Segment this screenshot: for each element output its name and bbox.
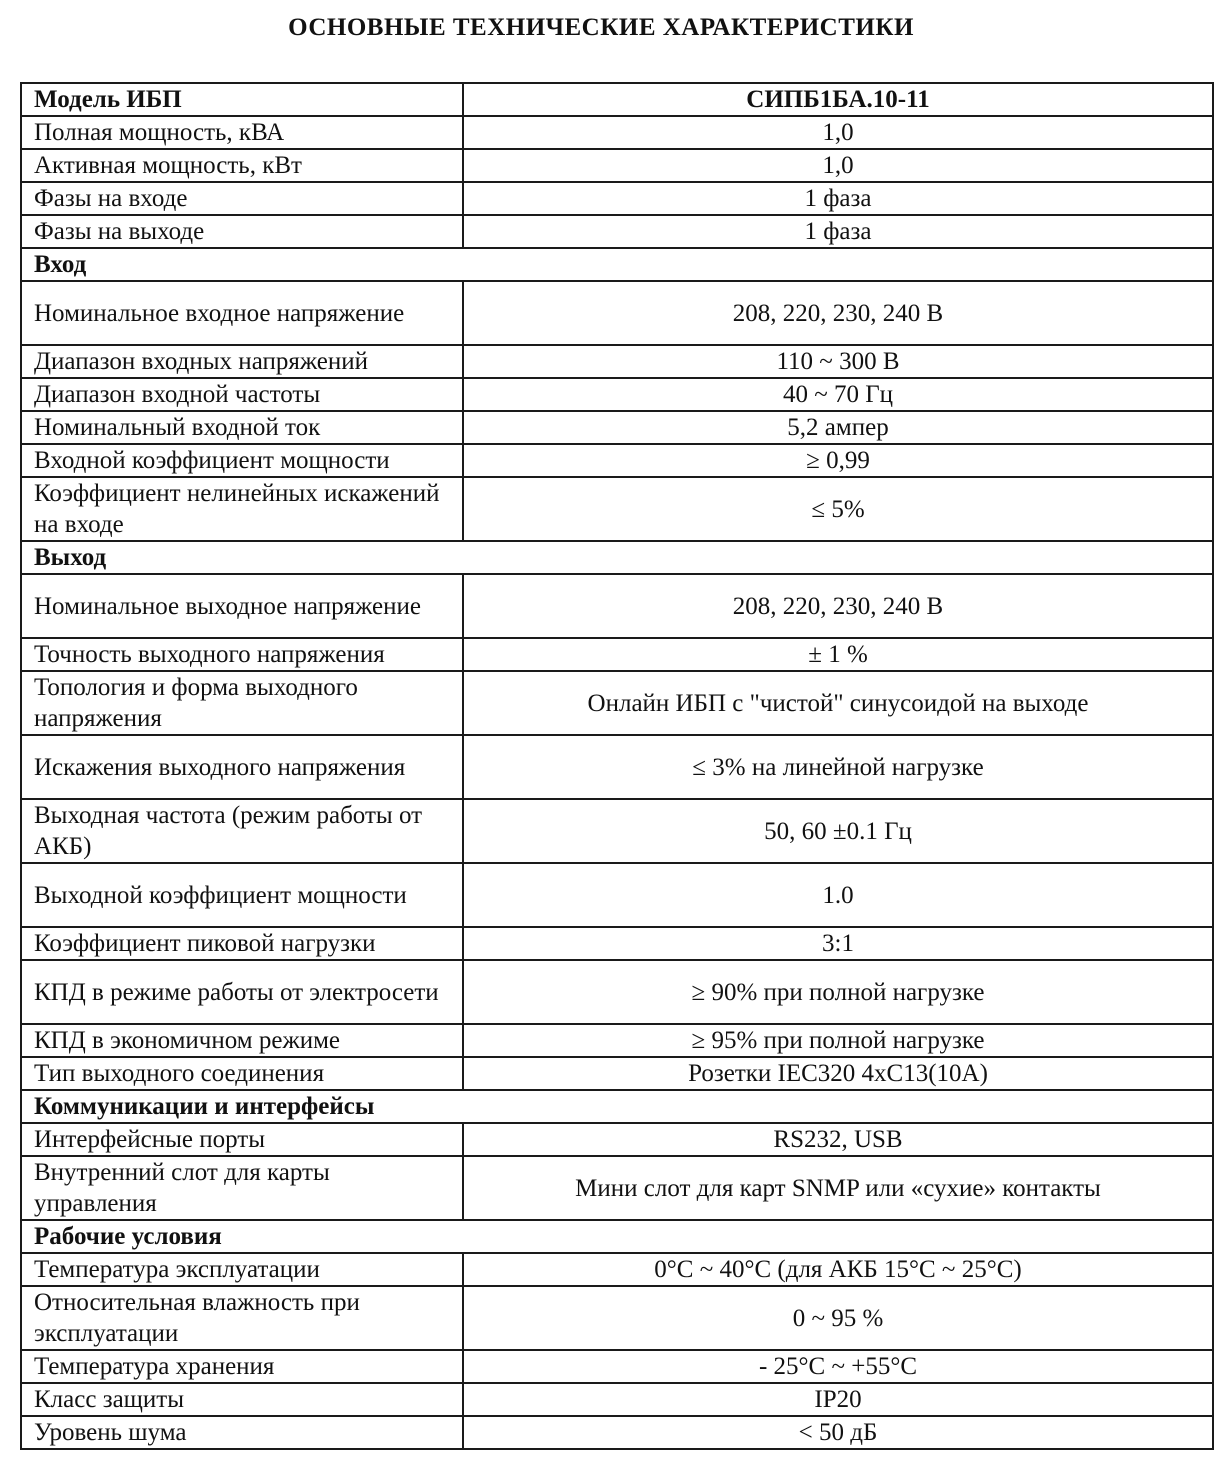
table-row	[21, 182, 1213, 215]
row-label: Интерфейсные порты	[21, 1123, 463, 1156]
row-value: 1 фаза	[463, 182, 1213, 215]
row-label: Номинальное входное напряжение	[21, 281, 463, 345]
row-label: Входной коэффициент мощности	[21, 444, 463, 477]
row-label: Температура эксплуатации	[21, 1253, 463, 1286]
row-label: КПД в экономичном режиме	[21, 1024, 463, 1057]
table-row	[21, 1383, 1213, 1416]
section-header-row	[21, 541, 1213, 574]
header-label-cell: Модель ИБП	[21, 83, 463, 116]
row-value: ≤ 5%	[463, 477, 1213, 541]
section-header-row	[21, 1090, 1213, 1123]
section-title: Коммуникации и интерфейсы	[21, 1090, 1213, 1123]
table-row	[21, 960, 1213, 1024]
row-label: Искажения выходного напряжения	[21, 735, 463, 799]
table-row	[21, 799, 1213, 863]
row-value: 1,0	[463, 149, 1213, 182]
row-value: 110 ~ 300 В	[463, 345, 1213, 378]
row-value: 3:1	[463, 927, 1213, 960]
table-row	[21, 574, 1213, 638]
row-value: 40 ~ 70 Гц	[463, 378, 1213, 411]
row-value: 1,0	[463, 116, 1213, 149]
row-value: 208, 220, 230, 240 В	[463, 281, 1213, 345]
table-row	[21, 411, 1213, 444]
section-title: Выход	[21, 541, 1213, 574]
table-row	[21, 735, 1213, 799]
table-row	[21, 281, 1213, 345]
row-value: Мини слот для карт SNMP или «сухие» контакты	[463, 1156, 1213, 1220]
row-label: Температура хранения	[21, 1350, 463, 1383]
row-label: КПД в режиме работы от электросети	[21, 960, 463, 1024]
row-label: Диапазон входных напряжений	[21, 345, 463, 378]
table-row	[21, 477, 1213, 541]
row-value: - 25°C ~ +55°C	[463, 1350, 1213, 1383]
row-label: Полная мощность, кВА	[21, 116, 463, 149]
row-label: Класс защиты	[21, 1383, 463, 1416]
table-row	[21, 863, 1213, 927]
spec-table-body	[21, 83, 1213, 1449]
row-value: 50, 60 ±0.1 Гц	[463, 799, 1213, 863]
table-row	[21, 671, 1213, 735]
row-label: Активная мощность, кВт	[21, 149, 463, 182]
section-title: Вход	[21, 248, 1213, 281]
row-value: 0°C ~ 40°C (для АКБ 15°C ~ 25°C)	[463, 1253, 1213, 1286]
table-row	[21, 638, 1213, 671]
row-value: < 50 дБ	[463, 1416, 1213, 1449]
table-row	[21, 378, 1213, 411]
row-value: ± 1 %	[463, 638, 1213, 671]
table-row	[21, 1416, 1213, 1449]
row-value: Онлайн ИБП с "чистой" синусоидой на выходе	[463, 671, 1213, 735]
table-row	[21, 444, 1213, 477]
row-label: Топология и форма выходного напряжения	[21, 671, 463, 735]
row-label: Фазы на входе	[21, 182, 463, 215]
row-label: Уровень шума	[21, 1416, 463, 1449]
table-row	[21, 345, 1213, 378]
row-label: Номинальное выходное напряжение	[21, 574, 463, 638]
row-value: RS232, USB	[463, 1123, 1213, 1156]
row-value: 5,2 ампер	[463, 411, 1213, 444]
row-value: Розетки IEC320 4xC13(10A)	[463, 1057, 1213, 1090]
row-label: Номинальный входной ток	[21, 411, 463, 444]
row-label: Точность выходного напряжения	[21, 638, 463, 671]
row-value: ≥ 95% при полной нагрузке	[463, 1024, 1213, 1057]
row-value: 208, 220, 230, 240 В	[463, 574, 1213, 638]
table-row	[21, 116, 1213, 149]
row-label: Коэффициент пиковой нагрузки	[21, 927, 463, 960]
table-row	[21, 1156, 1213, 1220]
row-label: Относительная влажность при эксплуатации	[21, 1286, 463, 1350]
row-label: Выходной коэффициент мощности	[21, 863, 463, 927]
table-row	[21, 1024, 1213, 1057]
table-row	[21, 1123, 1213, 1156]
row-value: 1 фаза	[463, 215, 1213, 248]
row-value: ≥ 90% при полной нагрузке	[463, 960, 1213, 1024]
section-header-row	[21, 1220, 1213, 1253]
table-row	[21, 149, 1213, 182]
table-row	[21, 927, 1213, 960]
row-label: Фазы на выходе	[21, 215, 463, 248]
row-label: Тип выходного соединения	[21, 1057, 463, 1090]
table-row	[21, 215, 1213, 248]
table-header-row	[21, 83, 1213, 116]
row-value: ≤ 3% на линейной нагрузке	[463, 735, 1213, 799]
row-value: 0 ~ 95 %	[463, 1286, 1213, 1350]
header-value-cell: СИПБ1БА.10-11	[463, 83, 1213, 116]
section-title: Рабочие условия	[21, 1220, 1213, 1253]
table-row	[21, 1286, 1213, 1350]
row-value: 1.0	[463, 863, 1213, 927]
row-label: Выходная частота (режим работы от АКБ)	[21, 799, 463, 863]
table-row	[21, 1350, 1213, 1383]
row-label: Коэффициент нелинейных искажений на входе	[21, 477, 463, 541]
table-row	[21, 1057, 1213, 1090]
row-value: IP20	[463, 1383, 1213, 1416]
row-label: Внутренний слот для карты управления	[21, 1156, 463, 1220]
section-header-row	[21, 248, 1213, 281]
row-label: Диапазон входной частоты	[21, 378, 463, 411]
table-row	[21, 1253, 1213, 1286]
spec-table	[20, 82, 1214, 1450]
row-value: ≥ 0,99	[463, 444, 1213, 477]
document-title: ОСНОВНЫЕ ТЕХНИЧЕСКИЕ ХАРАКТЕРИСТИКИ	[288, 14, 914, 41]
